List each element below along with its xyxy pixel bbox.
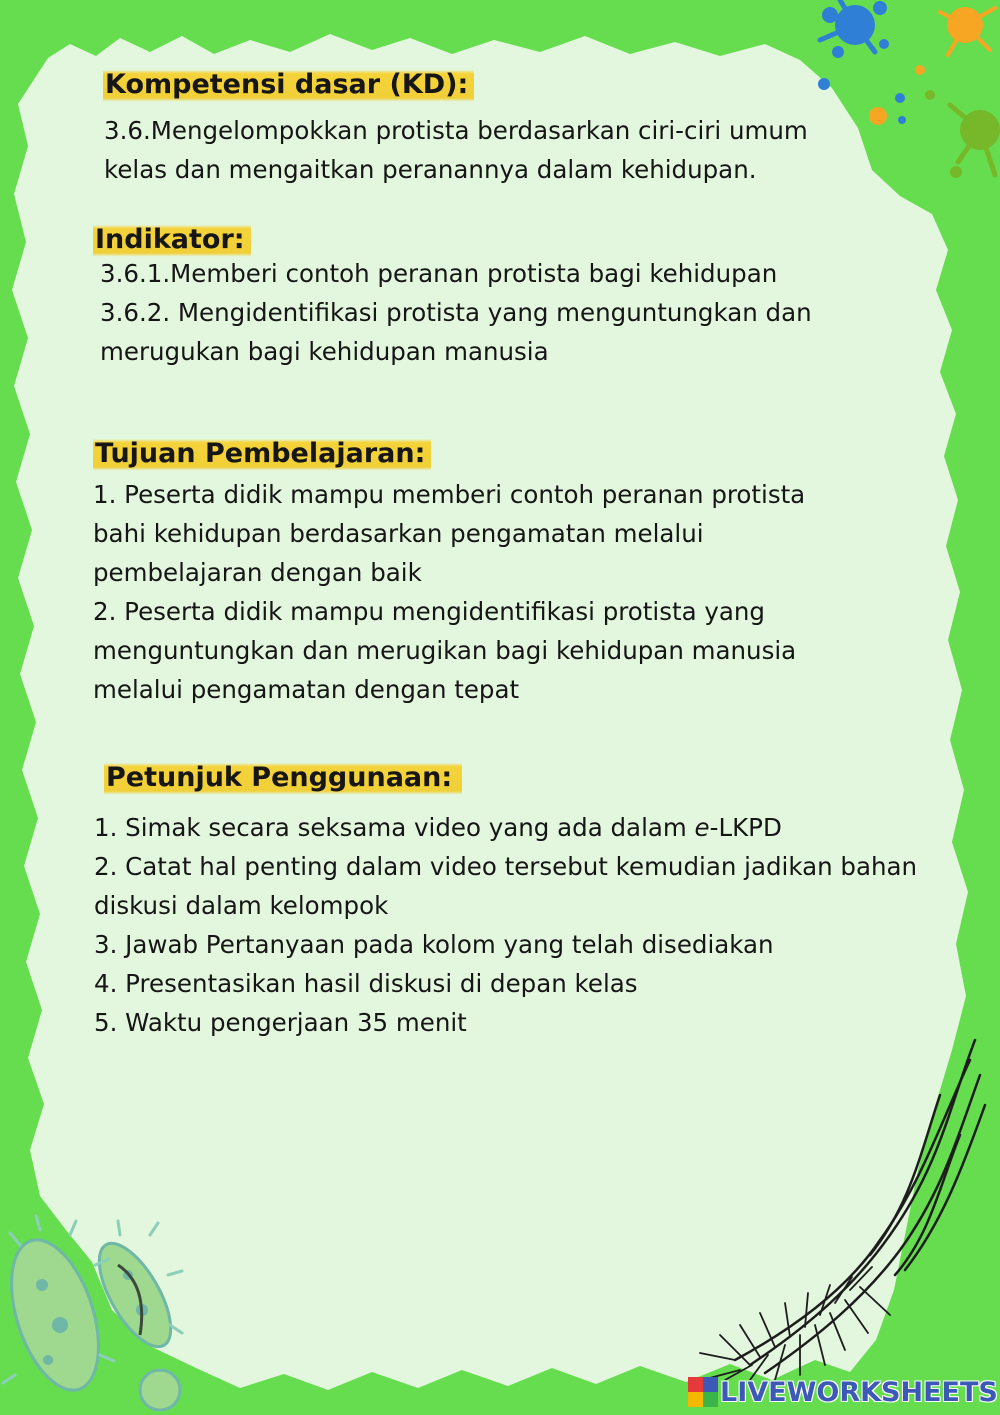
- indikator-body: [100, 254, 812, 371]
- watermark-text: LIVEWORKSHEETS: [720, 1376, 998, 1408]
- petunjuk-line: 2. Catat hal penting dalam video tersebut kemudian jadikan bahan: [94, 852, 918, 881]
- kd-line: kelas dan mengaitkan peranannya dalam kehidupan.: [104, 155, 757, 184]
- tujuan-body: [93, 475, 805, 709]
- tujuan-line: pembelajaran dengan baik: [93, 558, 422, 587]
- trichome-root-icon: [640, 1035, 1000, 1380]
- petunjuk-line1-suffix: -LKPD: [709, 813, 782, 842]
- petunjuk-line: diskusi dalam kelompok: [94, 891, 389, 920]
- indikator-heading: Indikator:: [93, 222, 251, 258]
- kd-body: [104, 111, 808, 189]
- petunjuk-line: [94, 808, 917, 847]
- bacteria-cluster-icon: [0, 1205, 200, 1415]
- petunjuk-line1-prefix: 1. Simak secara seksama video yang ada dalam: [94, 813, 695, 842]
- petunjuk-line: 3. Jawab Pertanyaan pada kolom yang telah disediakan: [94, 930, 774, 959]
- indikator-line: 3.6.2. Mengidentifikasi protista yang menguntungkan dan: [100, 298, 812, 327]
- tujuan-line: bahi kehidupan berdasarkan pengamatan melalui: [93, 519, 704, 548]
- tujuan-heading: Tujuan Pembelajaran:: [93, 436, 431, 472]
- tujuan-line: 2. Peserta didik mampu mengidentifikasi protista yang: [93, 597, 765, 626]
- petunjuk-line: 5. Waktu pengerjaan 35 menit: [94, 1008, 467, 1037]
- petunjuk-heading: Petunjuk Penggunaan:: [104, 760, 462, 796]
- kd-line: 3.6.Mengelompokkan protista berdasarkan ciri-ciri umum: [104, 116, 808, 145]
- petunjuk-line: 4. Presentasikan hasil diskusi di depan kelas: [94, 969, 638, 998]
- liveworksheets-watermark[interactable]: [688, 1374, 998, 1410]
- tujuan-line: melalui pengamatan dengan tepat: [93, 675, 520, 704]
- petunjuk-body: [94, 808, 917, 1042]
- indikator-line: 3.6.1.Memberi contoh peranan protista bagi kehidupan: [100, 259, 778, 288]
- liveworksheets-logo-icon: [688, 1377, 718, 1407]
- indikator-line: merugukan bagi kehidupan manusia: [100, 337, 549, 366]
- microbe-splash-icon: [780, 0, 1000, 220]
- tujuan-line: 1. Peserta didik mampu memberi contoh peranan protista: [93, 480, 806, 509]
- tujuan-line: menguntungkan dan merugikan bagi kehidupan manusia: [93, 636, 797, 665]
- kd-heading: Kompetensi dasar (KD):: [103, 67, 474, 103]
- petunjuk-line1-italic: e: [694, 813, 710, 842]
